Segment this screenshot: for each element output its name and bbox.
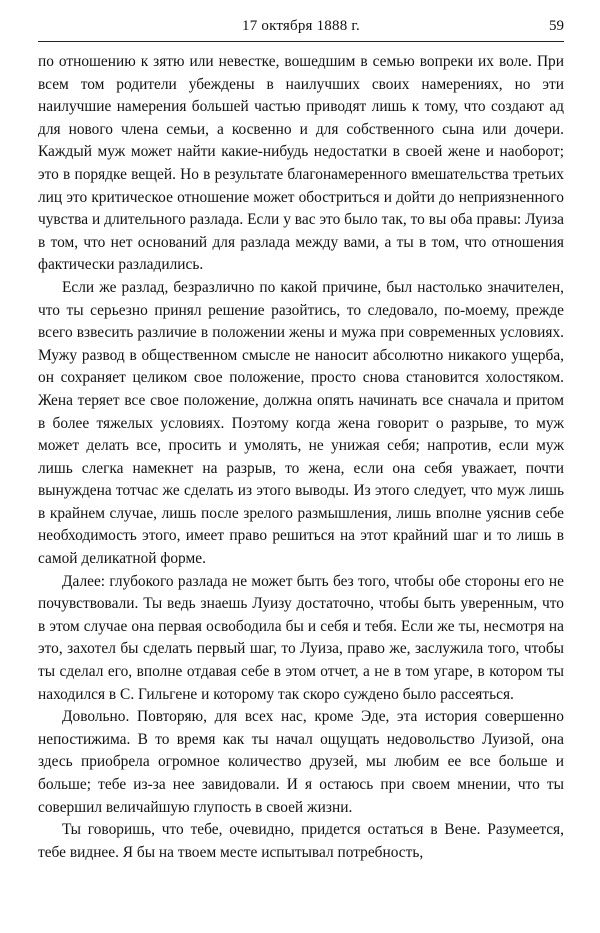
running-head (38, 14, 564, 42)
paragraph: Ты говоришь, что тебе, очевидно, придется остаться в Вене. Разумеется, тебе виднее. Я бы на твоем месте испытывал потребность, (38, 821, 564, 861)
running-head-date: 17 октября 1888 г. (242, 18, 360, 34)
paragraph-continuation: по отношению к зятю или невестке, вошедшим в семью вопреки их воле. При всем том родители убеждены в наилучших своих намерениях, но эти наилучшие намерения большей частью приводят лишь к тому, что создают ад для нового члена семьи, а косвенно и для собственного сына или дочери. Каждый муж может найти какие-нибудь недостатки в своей жене и наоборот; это в порядке вещей. Но в результате благонамеренного вмешательства третьих лиц это критическое отношение может обостриться и дойти до неприязненного чувства и длительного разлада. Если у вас это было так, то вы оба правы: Луиза в том, что нет оснований для разлада между вами, а ты в том, что отношения фактически разладились. (38, 53, 564, 274)
header-rule (38, 41, 564, 42)
paragraph: Далее: глубокого разлада не может быть без того, чтобы обе стороны его не почувствовали. Ты ведь знаешь Луизу достаточно, чтобы быть уверенным, что в этом случае она первая освободила бы и себя и тебя. Если же ты, несмотря на это, захотел бы сделать первый шаг, то Луиза, право же, заслужила того, чтобы ты сделал его, вполне отдавая себе в этом отчет, а не в том угаре, в котором ты находился в С. Гильгене и которому так скоро суждено было рассеяться. (38, 572, 564, 703)
body-text (38, 51, 564, 864)
paragraph: Если же разлад, безразлично по какой причине, был настолько значителен, что ты серьезно принял решение разойтись, то следовало, по-моему, прежде всего взвесить различие в положении жены и мужа при современных условиях. Мужу развод в общественном смысле не наносит абсолютно никакого ущерба, он сохраняет целиком свое положение, просто снова становится холостяком. Жена теряет все свое положение, должна опять начинать все сначала и притом в более тяжелых условиях. Поэтому когда жена говорит о разрыве, то муж может делать все, просить и умолять, не унижая себя; напротив, если муж лишь слегка намекнет на разрыв, то жена, если она себя уважает, почти вынуждена тотчас же сделать из этого выводы. Из этого следует, что муж лишь в крайнем случае, лишь после зрелого размышления, лишь вполне уяснив себе необходимость этого, имеет право решиться на этот крайний шаг и то лишь в самой деликатной форме. (38, 278, 564, 568)
paragraph: Довольно. Повторяю, для всех нас, кроме Эде, эта история совершенно непостижима. В то время как ты начал ощущать недовольство Луизой, она здесь приобрела огромное количество друзей, мы любим ее все больше и больше; тебе из-за нее завидовали. И я остаюсь при своем мнении, что ты совершил величайшую глупость в своей жизни. (38, 708, 564, 816)
page-number: 59 (549, 18, 564, 34)
